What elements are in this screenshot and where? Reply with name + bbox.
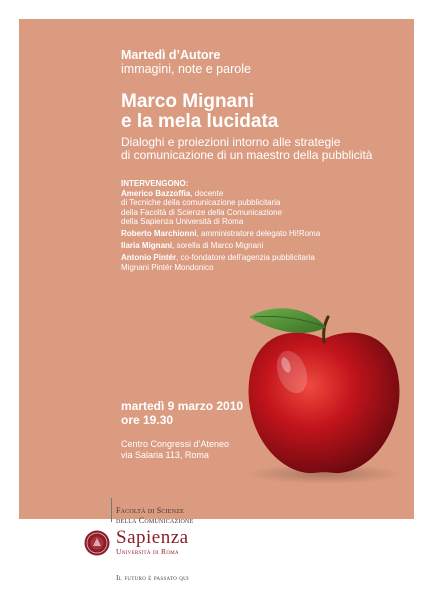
speaker-item — [121, 241, 411, 250]
event-title — [121, 92, 278, 132]
faculty-line-2: della Comunicazione — [116, 515, 194, 525]
speaker-name: Americo Bazzoffia — [121, 189, 191, 199]
subtitle-line-1: Dialoghi e proiezioni intorno alle strategie — [121, 135, 341, 149]
series-name: Martedì d’Autore — [121, 48, 221, 62]
series-title — [121, 48, 251, 76]
event-time: ore 19.30 — [121, 413, 174, 427]
series-tagline: immagini, note e parole — [121, 62, 251, 76]
speaker-detail: della Facoltà di Scienze della Comunicazione — [121, 207, 282, 217]
event-venue — [121, 439, 229, 461]
speaker-name: Ilaria Mignani — [121, 241, 173, 251]
speaker-name: Roberto Marchionni — [121, 229, 197, 239]
speaker-role: , sorella di Marco Mignani — [172, 241, 264, 251]
speaker-detail: di Tecniche della comunicazione pubblicitaria — [121, 198, 281, 208]
speaker-role: , amministratore delegato Hi!Roma — [196, 229, 321, 239]
sapienza-seal-icon — [84, 530, 110, 556]
poster-panel — [19, 19, 414, 519]
subtitle-line-2: di comunicazione di un maestro della pubblicità — [121, 148, 373, 162]
venue-address: via Salaria 113, Roma — [121, 450, 209, 460]
title-line-1: Marco Mignani — [121, 91, 255, 112]
speakers-block — [121, 179, 411, 275]
event-date: martedì 9 marzo 2010 — [121, 399, 244, 413]
speaker-detail: Mignani Pintér Mondonico — [121, 262, 214, 272]
university-brand — [116, 528, 189, 556]
speakers-heading: INTERVENGONO: — [121, 179, 189, 188]
faculty-divider — [111, 498, 112, 522]
speaker-name: Antonio Pintér — [121, 253, 177, 263]
speaker-role: , docente — [190, 189, 224, 199]
event-datetime — [121, 399, 243, 427]
university-slogan: Il futuro è passato qui — [116, 573, 190, 582]
speaker-item — [121, 189, 411, 226]
university-subtitle: Università di Roma — [116, 547, 179, 556]
red-apple-illustration — [224, 287, 414, 487]
university-name: Sapienza — [116, 527, 189, 548]
title-line-2: e la mela lucidata — [121, 111, 279, 132]
speaker-item — [121, 229, 411, 238]
faculty-label — [116, 506, 193, 525]
speaker-role: , co-fondatore dell’agenzia pubblicitaria — [176, 253, 315, 263]
faculty-line-1: Facoltà di Scienze — [116, 506, 184, 515]
speaker-item — [121, 253, 411, 271]
event-subtitle — [121, 136, 372, 162]
speaker-detail: della Sapienza Università di Roma — [121, 216, 244, 226]
venue-name: Centro Congressi d’Ateneo — [121, 439, 230, 449]
